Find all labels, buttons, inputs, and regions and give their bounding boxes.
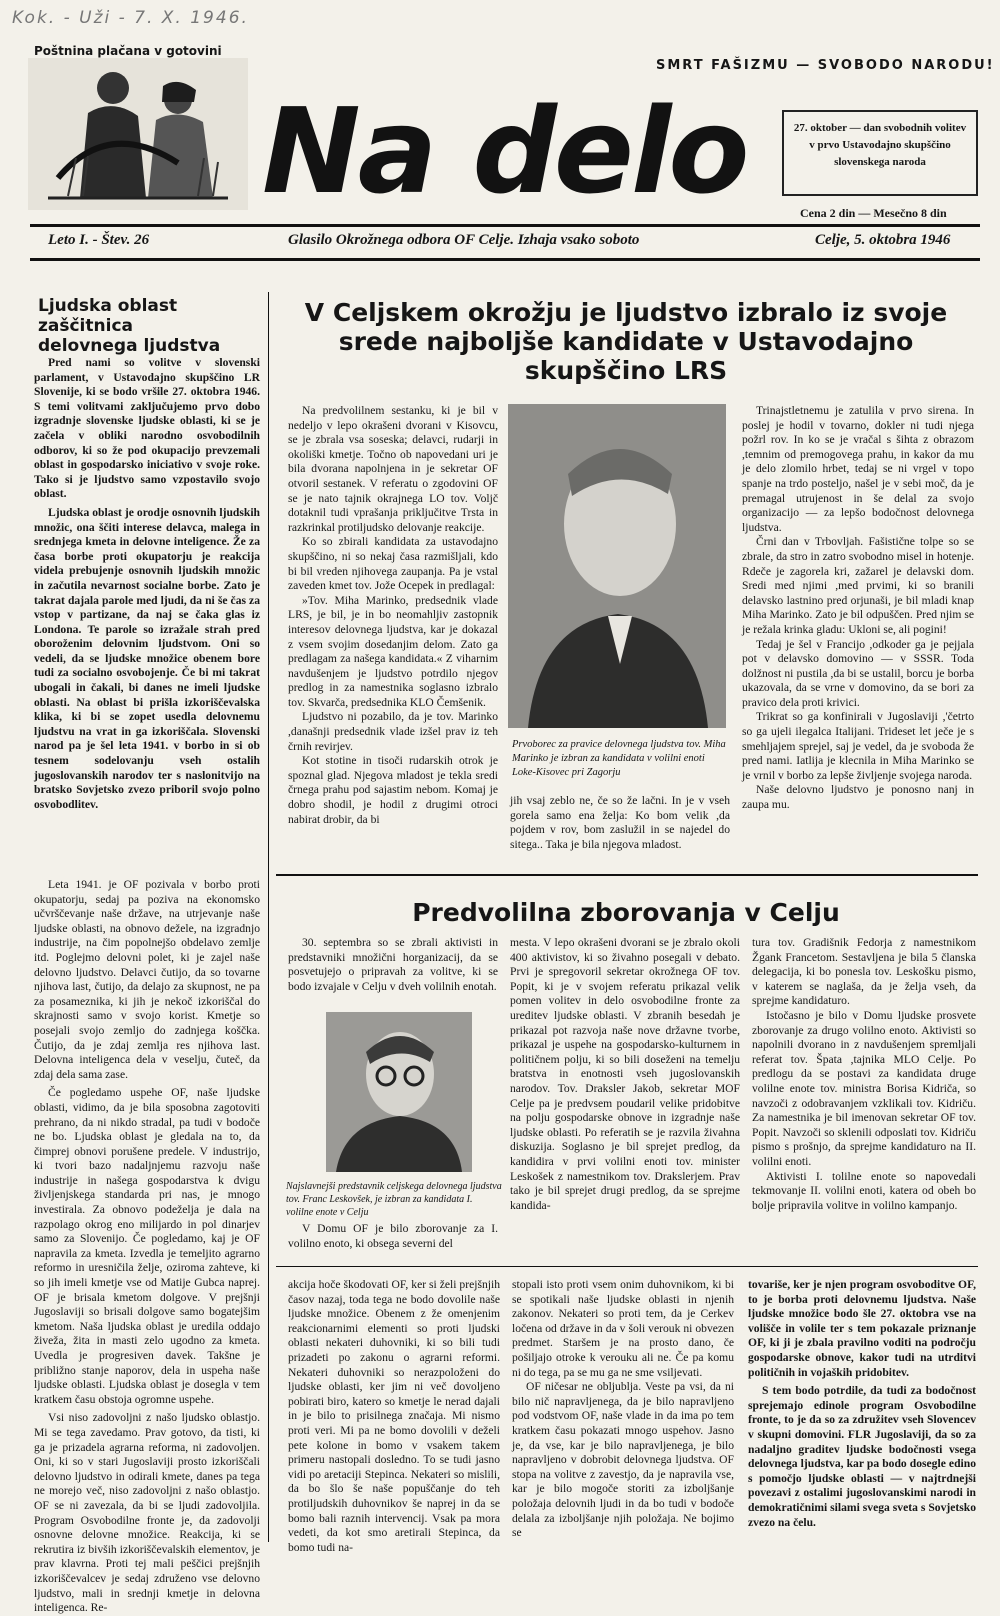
main-article-col1 — [288, 404, 498, 827]
issue-number: Leto I. - Štev. 26 — [48, 232, 150, 248]
bottom-section-rule — [276, 1266, 978, 1267]
paragraph: Če pogledamo uspehe OF, naše ljudske oblasti, vidimo, da je bila sposobna zagotoviti prehrano, da ni nikdo stradal, pa tudi v bodoče ne bo. Ljudska oblast je gledala na to, da čimprej obnovi porušene predele. V industrijo, ki tvori bazo nadaljnjemu razvoju naše industrije in našega gospodarstva k dvigu življenjskega standarda pri nas, je mnogo investirala. Za obnovo podeželja je dala na razpolago okrog eno milijardo in pol dinarjev samo za Slovenijo. Če pogledamo, kaj je OF napravila za kmeta. Izvedla je temeljito agrarno reformo in uresničila želje, oziroma zahteve, ki so jih imeli kmetje vse od Matije Gubca naprej. OF je brisala kmetom dolgove. V prejšnji Jugoslaviji so brisali dolgove samo bogatejšim kmetom. Naša ljudska oblast je uredila oddajo živeža, žita in masti zelo ugodno za kmeta. Uvedla je progresiven davek. Takšne je približno stanje naporov, dela in uspeha naše ljudske oblasti. Ljudska oblast je dosegla v tem kratkem času obstoja ogromne uspehe. — [34, 1086, 260, 1406]
dateline: Celje, 5. oktobra 1946 — [815, 232, 951, 248]
paragraph: Leta 1941. je OF pozivala v borbo proti okupatorju, sedaj pa poziva na ekonomsko učvrščevanje naše države, na utrjevanje naše ljudske oblasti, na obnovo dežele, na izgradnjo industrije, na čim popolnejšo obdelavo zemlje itd. Poglejmo delovni polet, ki je zajel naše delovno ljudstvo. Delavci čutijo, da so tovarne njihova last, čutijo, da delajo za skupnost, ne pa za posameznika, ki jih je nekoč izkoriščal do skrajnosti samo v svojo korist. Kmetje so posejali svojo zemljo do zadnjega koščka. Čutijo, da je zdaj zemlja res njihova last. Delovna inteligenca dela v veselju, čuteč, da zdaj dela sama zase. — [34, 878, 260, 1081]
margin-note: Kok. - Uži - 7. X. 1946. — [12, 8, 249, 28]
paragraph: Aktivisti I. tolilne enote so napovedali tekmovanje II. volilni enoti, katera od obeh bo bolje pripravila volitve in volilno kampanjo. — [752, 1169, 976, 1212]
paragraph: OF ničesar ne obljublja. Veste pa vsi, da ni bilo nič napravljenega, da je bilo napravljeno pod vodstvom OF, naše vlade in da ima po tem kratkem času pokazati mnogo uspehov. Jasno je, da vse, kar je bilo napravljenega, je bilo napravljeno v dobrobit delovnega ljudstva. OF stopa na volitve z zavestjo, da je napravila vse, kar je bilo mogoče storiti za izboljšanje položaja delovnih ljudi in da bo tudi v bodoče delala za izboljšanje njih položaja. Ne bojimo se — [512, 1380, 734, 1540]
price: Cena 2 din — Mesečno 8 din — [800, 206, 947, 220]
second-article-col3 — [752, 936, 976, 1213]
second-article-col1-bottom — [288, 1222, 498, 1251]
paragraph: S tem bodo potrdile, da tudi za bodočnost sprejemajo edinole program Osvobodilne fronte, to je da so za združitev vseh Slovencev v skupni domovini. FLR Jugoslaviji, da so za nadaljno graditev ljudske bodočnosti vsega delovnega ljudstva, kar pa bodo dosegle edino s pomočjo ljudske oblasti — v najtrdnejši povezavi z ostalimi jugoslovanskimi narodi in demokratičnimi silami svega sveta s Sovjetsko zvezo na čelu. — [748, 1384, 976, 1529]
postage-note: Poštnina plačana v gotovini — [34, 44, 222, 58]
paragraph: Ljudska oblast je orodje osnovnih ljudskih množic, ona ščiti interese delavca, malega in srednjega kmeta in delovne inteligence. Že za časa borbe proti okupatorju je reakcija videla prebujenje osnovnih ljudskih množic in začutila nevarnost socialne borbe. Zato je takrat dajala parole med ljudi, da ni še čas za vstop v partizane, da naj se čaka glas iz Londona. Te parole so izražale strah pred oboroženim delovnim ljudstvom. Oni so vedeli, da se ljudske množice obenem bore tudi za socialno osvobojenje. Če bi mi takrat ubogali in čakali, bi danes ne imeli ljudske oblasti. Na oblast bi prišla izkoriščevalska klika, ki bi se zopet usedla delovnemu ljudstvu na vrat in ga izkoriščala. Slovenski narod pa je šel leta 1941. v borbo in si ob tesnem sodelovanju vseh ostalih jugoslovanskih narodov ter s naslonitvijo na bratsko Sovjetsko zvezo priboril svojo polno osvobodlitev. — [34, 505, 260, 811]
election-infobox — [782, 110, 978, 196]
paragraph: mesta. V lepo okrašeni dvorani se je zbralo okoli 400 aktivistov, ki so živahno posegali v debato. Prvi je spregovoril sekretar okrožnega OF tov. Popit, ki je v svojem referatu prikazal velik pomen volitev in delo osvobodilne fronte za ureditev ljudske oblasti. V zbranih besedah je prikazal pot razvoja naše nove državne tvorbe, prikazal je uspehe na gospodarsko-kulturnem in političnem polju, ki so bili doseženi na temelju bratstva in enotnosti vseh jugoslovanskih narodov. Tov. Draksler Jakob, sekretar MOF Celje pa je predvsem poudaril velike pridobitve na polju gospodarske obnove in izgradnje naše ljudske oblasti. Po referatih se je razvila živahna diskuzija. Soglasno je bil sprejet predlog, da kandidira v prvi volilni enoti tov. minister Leskošek z namestnikom tov. Drakslerjem. Prav tako je bil sprejet drugi predlog, da se sprejme kandida- — [510, 936, 740, 1212]
paragraph: 30. septembra so se zbrali aktivisti in predstavniki množični horganizacij, da se posvetujejo o pripravah za volitve, ki se bodo izvajale v Celju v dveh volilnih enotah. — [288, 936, 498, 993]
paragraph: Ko so zbirali kandidata za ustavodajno skupščino, ni so nekaj časa razmišljali, kdo bi bil vreden njihovega zaupanja. Pa je vstal zaveden kmet tov. Jože Ocepek in predlagal: — [288, 535, 498, 593]
paragraph: Pred nami so volitve v slovenski parlament, v Ustavodajno skupščino LR Slovenije, ki se bodo vršile 27. oktobra 1946. S temi volitvami zaključujemo prvo dobo izgradnje slovenske ljudske oblasti, ki se je začela v obliki narodno osvobodilnih odborov, ki so že pod okupacijo prevzemali oblast in gospodarsko iniciativo v svoje roke. Tako si je ljudstvo samo vzpostavilo svojo oblast. — [34, 356, 260, 501]
paragraph: Trinajstletnemu je zatulila v prvo sirena. In poslej je hodil v tovarno, dokler ni tudi njega požrl rov. In ko se je vračal s šihta z obrazom ,temnim od premogovega prahu, in kakor da mu je delo zlomilo hrbet, tedaj se ni vrgel v topo spanje na trdo posteljo, našel je v sebi moč, da je premagal utrujenost in še delal za svojo organizacijo — za lepšo bodočnost delovnega ljudstva. — [742, 404, 974, 534]
paragraph: Črni dan v Trbovljah. Fašistične tolpe so se zbrale, da stro in zatro svobodno misel in hotenje. Rdeče je zagorela kri, zažarel je delavski dom. Sredi med njimi ,med prvimi, ki so branili delavsko lastnino pred orjunaši, je bil mladi knap Miha Marinko. Zato je bil odpuščen. Pred njim se je režala krinka gladu: Ukloni se, ali pogini! — [742, 535, 974, 636]
marinko-caption: Prvoborec za pravice delovnega ljudstva tov. Miha Marinko je izbran za kandidata v volilni enoti Loke-Kisovec pri Zagorju — [512, 739, 726, 778]
infobox-text: 27. oktober — dan svobodnih volitev v prvo Ustavodajno skupščino slovenskega naroda — [793, 122, 967, 168]
slogan: SMRT FAŠIZMU — SVOBODO NARODU! — [656, 58, 995, 73]
paragraph: tovariše, ker je njen program osvoboditve OF, to je borba proti delovnemu ljudstva. Naše ljudske množice bodo šle 27. oktobra vse na volišče in volile ter s tem pokazale priznanje OF, ki ji je zbala pravilno voditi na področju gospodarske obnove, kakor tudi na utrditvi političnih in vojaških pridobitev. — [748, 1278, 976, 1379]
paragraph: V Domu OF je bilo zborovanje za I. volilno enoto, ki obsega severni del — [288, 1222, 498, 1250]
paragraph: akcija hoče škodovati OF, ker si želi prejšnjih časov nazaj, toda tega ne bodo dovolile naše ljudske množice. Obenem z že omenjenim reakcionarnimi elementi so proti ljudski oblasti nekateri duhovniki, ki so bili tudi prizadeti po zakonu o agrarni reformi. Nekateri duhovniki so nerazpoloženi do ljudske oblasti, ker jim ni več dovoljeno pobirati biro, katero so kmetje le nerad dajali in je bilo to prisilnega značaja. Mi nismo proti veri. Mi pa ne bomo dovolili v deželi pete kolone in bomo v vsakem takem primeru nastopali dosledno. To se tudi jasno vidi po aretaciji Stepinca. Nekateri so mislili, da bo šlo še naše popuščanje do teh protiljudskih duhovnikov še naprej in da se bomo bali raznih intervencij. Vsak pa mora vedeti, da kot smo aretirali Stepinca, da bomo tudi na- — [288, 1278, 500, 1554]
paragraph: Tedaj je šel v Francijo ,odkoder ga je pejjala pot v delavsko domovino — v SSSR. Toda dolžnost ni pustila ,da bi se ustalil, borcu je borba ukazovala, da se vrne v domovino, da se bori za pravico dela proti krivici. — [742, 637, 974, 709]
paragraph: Naše delovno ljudstvo je ponosno nanj in zaupa mu. — [742, 783, 974, 812]
section-rule — [276, 874, 978, 876]
masthead-title: Na delo — [262, 82, 747, 220]
tagline: Glasilo Okrožnega odbora OF Celje. Izhaja vsako soboto — [288, 232, 640, 248]
main-article-under-photo — [510, 794, 730, 852]
bottom-col3 — [512, 1278, 734, 1541]
paragraph: Kot stotine in tisoči rudarskih otrok je spoznal glad. Njegova mladost je tekla sredi črnega prahu pod sajastim nebom. Komaj je dobro shodil, je hodil z drugimi otroci nabirat drobir, da bi — [288, 754, 498, 826]
left-column-rule — [268, 292, 269, 1542]
paragraph: tura tov. Gradišnik Fedorja z namestnikom Žgank Francetom. Sestavljena je bila 5 članska delegacija, ki bo ponesla tov. Leskošku pismo, v katerem se naglaša, da je želja vseh, da sprejme kandidaturo. — [752, 936, 976, 1008]
paragraph: jih vsaj zeblo ne, če so že lačni. In je v vseh gorela samo ena želja: Ko bom velik ,da pojdem v rov, bom zaslužil in se najedel do sitega.. Taka je bila njegova mladost. — [510, 794, 730, 851]
main-article-col3 — [742, 404, 974, 813]
bar-top-rule — [30, 224, 980, 227]
left-article-title: Ljudska oblast zaščitnica delovnega ljudstva — [38, 296, 221, 356]
paragraph: Vsi niso zadovoljni z našo ljudsko oblastjo. Mi se tega zavedamo. Prav gotovo, da tisti, ki ga je prizadela agrarna reforma, ni zadovoljen. Oni, ki so v stari Jugoslaviji prosto izkoriščali delovno ljudstvo in odirali kmete, danes pa tega ne morejo več, niso zadovoljni z našo oblastjo. OF se ni zavezala, da bi se ljudi zadovoljila. Program Osvobodilne fronte je, da zadovolji osnovne delovne množice. Reakcija, ki se rekrutira iz bivših izkoriščevalskih elementov, je prav klavrna. Proti tej mali peščici prejšnjih izkoriščevalcev je sedaj združeno vse delovno ljudstvo, mali in srednji kmetje in delovna inteligenca. Re- — [34, 1411, 260, 1615]
second-article-col2 — [510, 936, 740, 1213]
paragraph: Istočasno je bilo v Domu ljudske prosvete zborovanje za drugo volilno enoto. Aktivisti so napolnili dvorano in z navdušenjem spremljali referat tov. Špata ,tajnika MLO Celje. Po predlogu da se postavi za kandidata druge volilne enote tov. ministra Borisa Kidriča, so navzoči z odobravanjem vzklikali tov. Kidriču. Za namestnika je bil imenovan sekretar OF tov. Popit. Navzoči so sklenili odposlati tov. Kidriču pismo s prošnjo, da sprejme kandidaturo na II. volilni enoti. — [752, 1008, 976, 1168]
portrait-photo-marinko — [508, 404, 726, 728]
bottom-col2 — [288, 1278, 500, 1555]
main-headline: V Celjskem okrožju je ljudstvo izbralo iz svoje srede najboljše kandidate v Ustavodajno skupščino LRS — [304, 298, 948, 385]
bottom-col4 — [748, 1278, 976, 1530]
left-article-lead — [34, 356, 260, 812]
bar-bottom-rule — [30, 258, 980, 261]
leskovsek-caption: Najslavnejši predstavnik celjskega delovnega ljudstva tov. Franc Leskovšek, je izbran za kandidata I. volilne enote v Celju — [286, 1181, 502, 1218]
second-article-col1-top — [288, 936, 498, 994]
second-headline: Predvolilna zborovanja v Celju — [412, 898, 840, 927]
paragraph: Trikrat so ga konfinirali v Jugoslaviji ,'četrto so ga ujeli ilegalca Italijani. Trideset let ječe je s smehljajem sprejel, saj je vedel, da je svoboda že pred nami. Iatlija je klecnila in Miha Marinko se je vrnil v borbo za lepše življenje svojega naroda. — [742, 710, 974, 782]
portrait-photo-leskovsek — [326, 1012, 472, 1172]
paragraph: Ljudstvo ni pozabilo, da je tov. Marinko ,današnji predsednik vlade izšel prav iz teh črnih revirjev. — [288, 710, 498, 753]
paragraph: »Tov. Miha Marinko, predsednik vlade LRS, je bil, je in bo neomahljiv zastopnik interesov delovnega ljudstva, kar je dokazal z vsem svojim dosedanjim delom. Zato ga predlagam za našega kandidata.« Z viharnim navdušenjem je ljudstvo potrdilo njegov predlog in za namestnika soglasno izbralo tov. Skvarča, predsednika KLO Čemšenik. — [288, 593, 498, 709]
paragraph: Na predvolilnem sestanku, ki je bil v nedeljo v lepo okrašeni dvorani v Kisovcu, se je zbrala vsa soseska; delavci, rudarji in okoliški kmetje. Točno ob napovedani uri je bila dvorana napolnjena in je sekretar OF otvoril sestanek. V referatu o zgodovini OF se je nato tajnik okrajnega LO tov. Voljč dotaknil tudi vprašanja priključitve Trsta in razkrinkal protiljudsko delovanje reakcije. — [288, 404, 498, 534]
worker-couple-illustration — [28, 58, 248, 210]
left-article-body — [34, 878, 260, 1616]
paragraph: stopali isto proti vsem onim duhovnikom, ki bi se spotikali naše ljudske oblasti in njenih zakonov. Nekateri so proti tem, da je Cerkev ločena od države in da v šoli verouk ni obvezen predmet. Staršem je na prosto dano, če pošiljajo otroke k verouku ali ne. Če pa komu ni do tega, pa se mu ga ne sme vsiljevati. — [512, 1278, 734, 1379]
